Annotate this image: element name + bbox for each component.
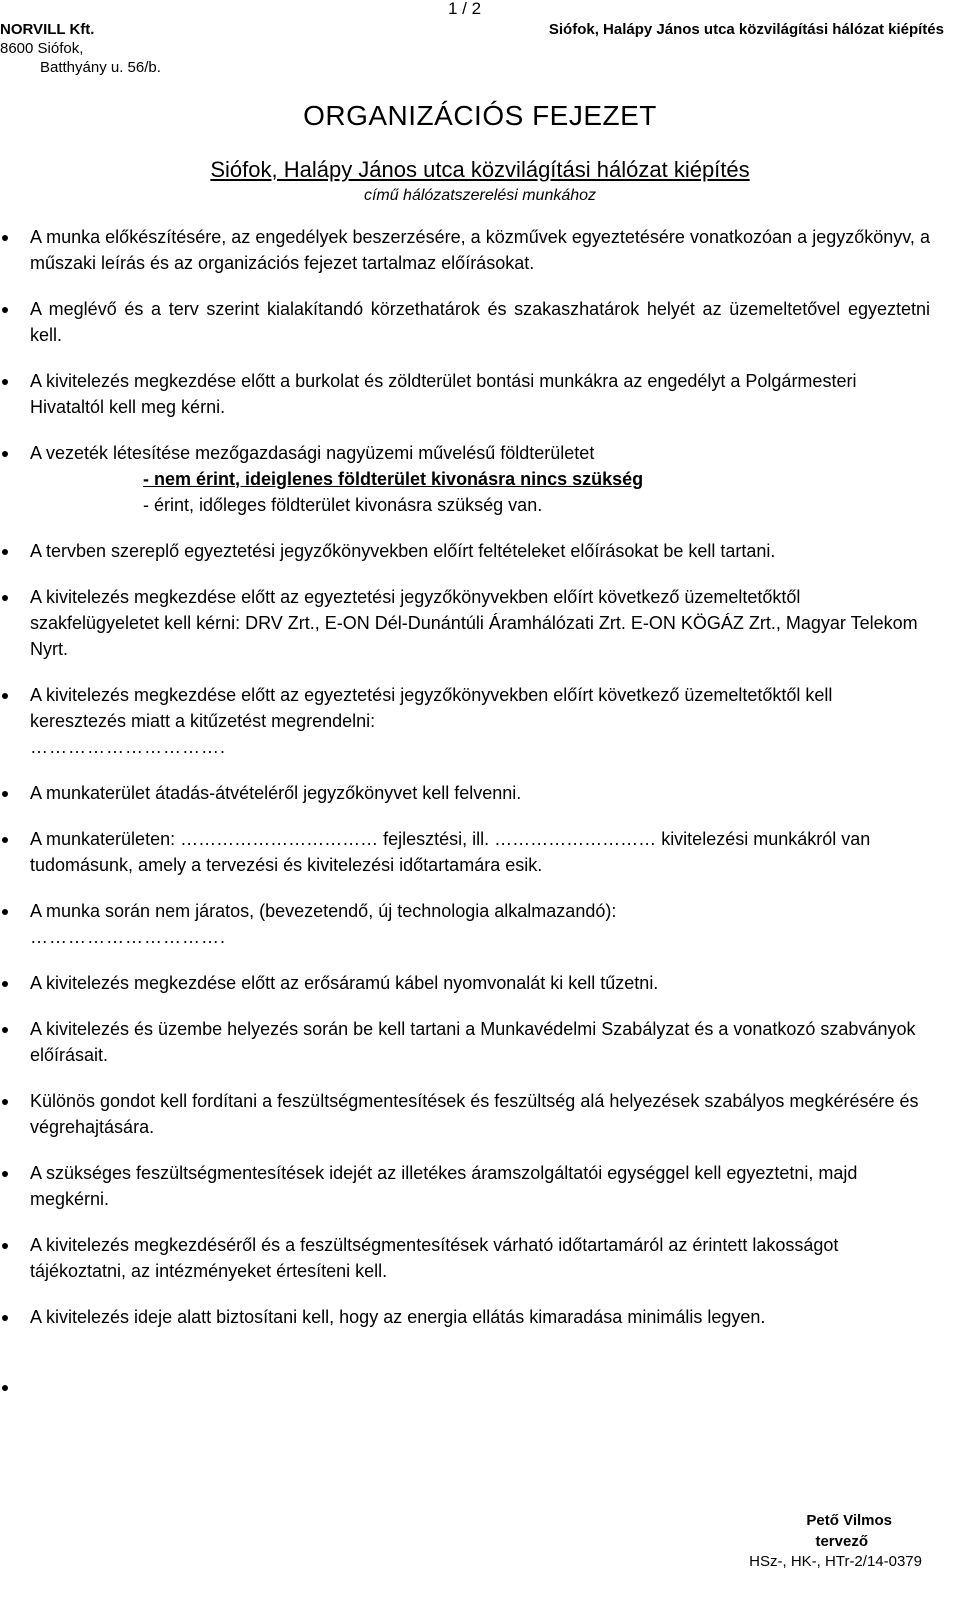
list-item: [0, 826, 960, 878]
list-item: [0, 1088, 960, 1140]
list-item-text-rest: kivitelezési munkákról van tudomásunk, amely a tervezési és kivitelezési időtartamára esik.: [30, 829, 871, 875]
list-item: [0, 368, 960, 420]
list-item: [0, 1304, 960, 1330]
list-item-text: A vezeték létesítése mezőgazdasági nagyüzemi művelésű földterületet: [30, 443, 595, 463]
list-item-text: A kivitelezés megkezdése előtt az erősáramú kábel nyomvonalát ki kell tűzetni.: [30, 973, 659, 993]
list-item-text: A tervben szereplő egyeztetési jegyzőkönyvekben előírt feltételeket előírásokat be kell tartani.: [30, 541, 776, 561]
requirements-list: [0, 224, 960, 1400]
list-item: [0, 970, 960, 996]
list-item: [0, 584, 960, 662]
list-item-text: A kivitelezés megkezdéséről és a feszültségmentesítések várható időtartamáról az érintett lakosságot tájékoztatni, az intézményeket értesíteni kell.: [30, 1235, 839, 1281]
list-item-text: A munkaterületen:: [30, 829, 176, 849]
header-project-title: Siófok, Halápy János utca közvilágítási hálózat kiépítés: [548, 21, 944, 38]
license-reference: HSz-, HK-, HTr-2/14-0379: [749, 1553, 922, 1570]
list-item-text: A munka során nem járatos, (bevezetendő, új technologia alkalmazandó):: [30, 901, 617, 921]
option-not-affected: - nem érint, ideiglenes földterület kivonásra nincs szükség: [143, 469, 644, 489]
option-affected: - érint, időleges földterület kivonásra szükség van.: [143, 495, 543, 515]
list-item-text-mid: fejlesztési, ill.: [383, 829, 490, 849]
company-zip-city: 8600 Siófok,: [0, 40, 84, 57]
document-subtitle: című hálózatszerelési munkához: [363, 187, 597, 204]
signer-role: tervező: [815, 1533, 868, 1550]
company-name: NORVILL Kft.: [0, 21, 95, 38]
list-item: [0, 538, 960, 564]
list-item: [0, 682, 960, 760]
list-item: [0, 898, 960, 950]
list-item: [0, 440, 960, 518]
list-item: [0, 1232, 960, 1284]
company-street: Batthyány u. 56/b.: [40, 59, 161, 76]
project-title: Siófok, Halápy János utca közvilágítási hálózat kiépítés: [210, 157, 750, 182]
list-item: [0, 224, 960, 276]
fill-in-dots: ………………………….: [30, 927, 227, 947]
list-item-text: Különös gondot kell fordítani a feszültségmentesítések és feszültség alá helyezések szabályos megkérésére és végrehajtására.: [30, 1091, 919, 1137]
page-number: 1 / 2: [448, 0, 482, 18]
list-item: [0, 296, 960, 348]
list-item: [0, 780, 960, 806]
list-item-empty: [0, 1374, 960, 1400]
signer-name: Pető Vilmos: [806, 1512, 892, 1529]
list-item-text: A szükséges feszültségmentesítések idejét az illetékes áramszolgáltatói egységgel kell egyeztetni, majd megkérni.: [30, 1163, 858, 1209]
list-item-text: A kivitelezés és üzembe helyezés során be kell tartani a Munkavédelmi Szabályzat és a vonatkozó szabványok előírásait.: [30, 1019, 916, 1065]
fill-in-dots: ………………………: [494, 829, 657, 849]
fill-in-dots: ………………………….: [30, 737, 227, 757]
list-item: [0, 1160, 960, 1212]
list-item-text: A kivitelezés megkezdése előtt a burkolat és zöldterület bontási munkákra az engedélyt a Polgármesteri Hivataltól kell meg kérni.: [30, 371, 857, 417]
list-item-text: A kivitelezés megkezdése előtt az egyeztetési jegyzőkönyvekben előírt következő üzemeltetőktől szakfelügyeletet kell kérni: DRV Zrt., E-ON Dél-Dunántúli Áramhálózati Zrt. E-ON KÖGÁZ Zrt., Magyar Telekom Nyrt.: [30, 587, 918, 659]
list-item-text: A munkaterület átadás-átvételéről jegyzőkönyvet kell felvenni.: [30, 783, 522, 803]
list-item-text: A meglévő és a terv szerint kialakítandó körzethatárok és szakaszhatárok helyét az üzemeltetővel egyeztetni kell.: [30, 299, 930, 345]
fill-in-dots: ……………………………: [180, 829, 379, 849]
list-item-text: A kivitelezés megkezdése előtt az egyeztetési jegyzőkönyvekben előírt következő üzemeltetőktől kell keresztezés miatt a kitűzetést megrendelni:: [30, 685, 833, 731]
list-item-text: A munka előkészítésére, az engedélyek beszerzésére, a közművek egyeztetésére vonatkozóan a jegyzőkönyv, a műszaki leírás és az organizációs fejezet tartalmaz előírásokat.: [30, 227, 930, 273]
list-item-text: A kivitelezés ideje alatt biztosítani kell, hogy az energia ellátás kimaradása minimális legyen.: [30, 1307, 766, 1327]
list-item: [0, 1016, 960, 1068]
document-title: ORGANIZÁCIÓS FEJEZET: [303, 100, 657, 131]
